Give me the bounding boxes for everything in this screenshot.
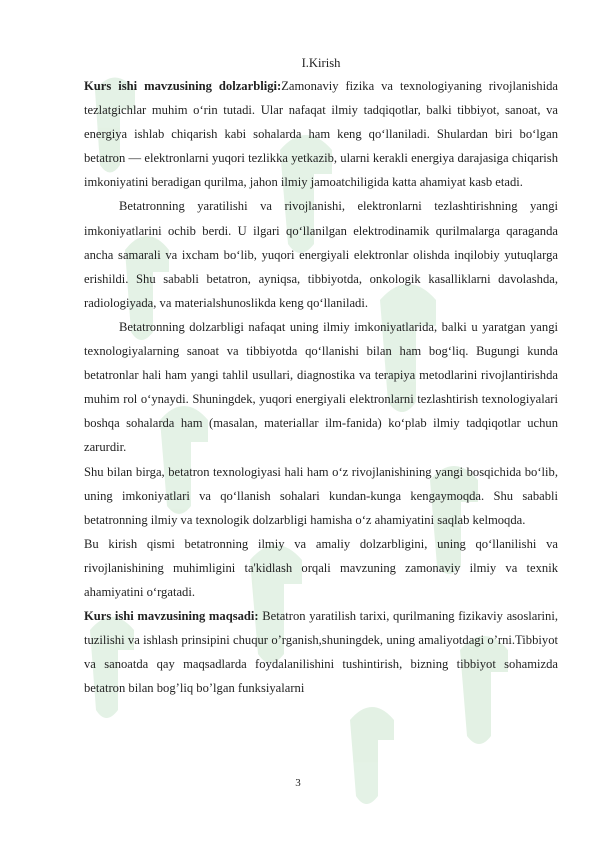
paragraph-goal xyxy=(84,604,558,700)
paragraph-3: Betatronning dolzarbligi nafaqat uning ilmiy imkoniyatlarida, balki u yaratgan yangi texnologiyalarning sanoat va tibbiyotda qo‘llanishi bilan ham bog‘liq. Bugungi kunda betatronlar hali ham yangi tahlil usullari, diagnostika va terapiya metodlarini rivojlantirishda muhim rol o‘ynaydi. Shuningdek, yuqori energiyali elektronlarni tezlashtirish texnologiyalari boshqa sohalarda ham (masalan, materiallar ilm-fanida) ko‘plab ilmiy tadqiqotlar uchun zarurdir. xyxy=(84,319,558,455)
section-heading: I.Kirish xyxy=(301,56,341,70)
relevance-text: Zamonaviy fizika va texnologiyaning rivojlanishida tezlatgichlar muhim o‘rin tutadi. Ular nafaqat ilmiy tadqiqotlar, balki tibbiyot, sanoat, va energiya ishlab chiqarish kabi sohalarda ham keng qo‘llaniladi. Shulardan biri bo‘lgan betatron — elektronlarni yuqori tezlikka yetkazib, ularni kerakli energiya darajasiga chiqarish imkoniyatini beradigan qurilma, jahon ilmiy jamoatchiligida katta ahamiyat kasb etadi. xyxy=(84,79,558,190)
goal-text: Betatron yaratilish tarixi, qurilmaning fizikaviy asoslarini, tuzilishi va ishlash prinsipini chuqur o’rganish,shuningdek, uning amaliyotdagi o’rni.Tibbiyot va sanoatda qay maqsadlarda foydalanilishini tushintirish, bizning tibbiyot sohamizda betatron bilan bog’liq bo’lgan funksiyalarni xyxy=(84,609,558,696)
paragraph-5: Bu kirish qismi betatronning ilmiy va amaliy dolzarbligini, uning qo‘llanilishi va rivojlanishining muhimligini ta'kidlash orqali mavzuning zamonaviy ilmiy va texnik ahamiyatini o‘rgatadi. xyxy=(84,536,558,599)
document-page xyxy=(84,54,558,700)
goal-label: Kurs ishi mavzusining maqsadi: xyxy=(84,609,259,624)
page-number: 3 xyxy=(295,777,301,789)
paragraph-2: Betatronning yaratilishi va rivojlanishi, elektronlarni tezlashtirishning yangi imkoniyatlarini ochib berdi. U ilgari qo‘llanilgan elektrodinamik qurilmalarga qaraganda ancha samarali va ixcham bo‘lib, yuqori energiyali elektronlar olishda inqilobiy yutuqlarga erishildi. Shu sababli betatron, ayniqsa, tibbiyotda, onkologik kasalliklarni davolashda, radiologiyada, va materialshunoslikda keng qo‘llaniladi. xyxy=(84,199,558,310)
paragraph-relevance xyxy=(84,74,558,194)
paragraph-4: Shu bilan birga, betatron texnologiyasi hali ham o‘z rivojlanishining yangi bosqichida bo‘lib, uning imkoniyatlari va qo‘llanish sohalari kundan-kunga kengaymoqda. Shu sababli betatronning ilmiy va texnologik dolzarbligi hamisha o‘z ahamiyatini saqlab kelmoqda. xyxy=(84,464,558,527)
relevance-label: Kurs ishi mavzusining dolzarbligi: xyxy=(84,79,282,93)
